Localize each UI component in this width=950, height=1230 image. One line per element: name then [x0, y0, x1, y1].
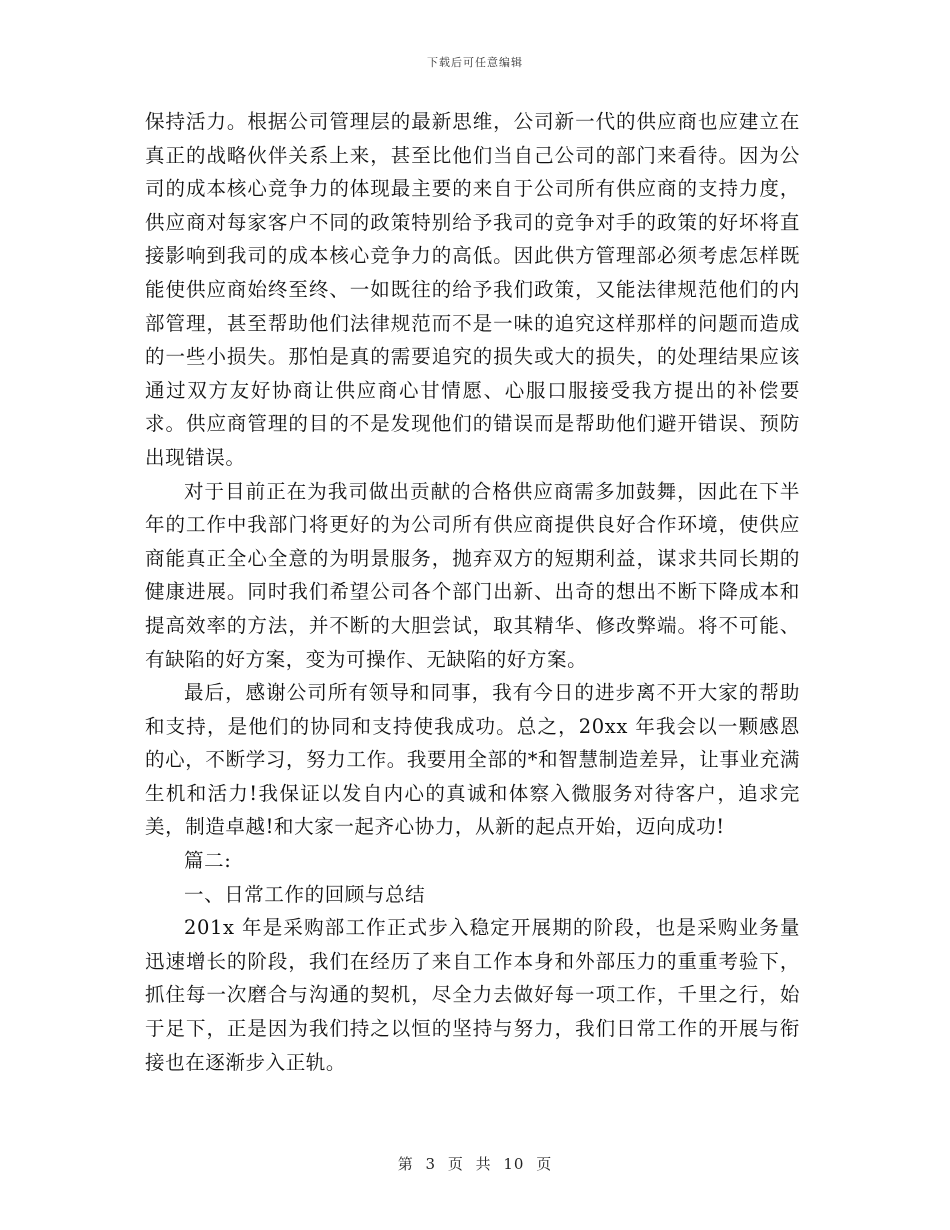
paragraph-2: 对于目前正在为我司做出贡献的合格供应商需多加鼓舞，因此在下半年的工作中我部门将更好的为公司所有供应商提供良好合作环境，使供应商能真正全心全意的为明景服务，抛弃双方的短期利益，谋求共同长期的健康进展。同时我们希望公司各个部门出新、出奇的想出不断下降成本和提高效率的方法，并不断的大胆尝试，取其精华、修改弊端。将不可能、有缺陷的好方案，变为可操作、无缺陷的好方案。: [145, 479, 800, 671]
page-number: 第 3 页 共 10 页: [397, 1155, 553, 1173]
document-body: [145, 105, 800, 1079]
section-heading: 一、日常工作的回顾与总结: [184, 882, 426, 906]
page-header: 下载后可任意编辑: [427, 56, 523, 69]
section-label: 篇二:: [184, 849, 232, 873]
paragraph-3: 最后，感谢公司所有领导和同事，我有今日的进步离不开大家的帮助和支持，是他们的协同和支持使我成功。总之，20xx 年我会以一颗感恩的心，不断学习，努力工作。我要用全部的*和智慧制造差异，让事业充满生机和活力!我保证以发自内心的真诚和体察入微服务对待客户，追求完美，制造卓越!和大家一起齐心协力，从新的起点开始，迈向成功!: [145, 681, 800, 839]
paragraph-4: 201x 年是采购部工作正式步入稳定开展期的阶段，也是采购业务量迅速增长的阶段，我们在经历了来自工作本身和外部压力的重重考验下，抓住每一次磨合与沟通的契机，尽全力去做好每一项工作，千里之行，始于足下，正是因为我们持之以恒的坚持与努力，我们日常工作的开展与衔接也在逐渐步入正轨。: [145, 916, 800, 1074]
paragraph-1: 保持活力。根据公司管理层的最新思维，公司新一代的供应商也应建立在真正的战略伙伴关系上来，甚至比他们当自己公司的部门来看待。因为公司的成本核心竞争力的体现最主要的来自于公司所有供应商的支持力度，供应商对每家客户不同的政策特别给予我司的竞争对手的政策的好坏将直接影响到我司的成本核心竞争力的高低。因此供方管理部必须考虑怎样既能使供应商始终至终、一如既往的给予我们政策，又能法律规范他们的内部管理，甚至帮助他们法律规范而不是一味的追究这样那样的问题而造成的一些小损失。那怕是真的需要追究的损失或大的损失，的处理结果应该通过双方友好协商让供应商心甘情愿、心服口服接受我方提出的补偿要求。供应商管理的目的不是发现他们的错误而是帮助他们避开错误、预防出现错误。: [145, 110, 800, 469]
